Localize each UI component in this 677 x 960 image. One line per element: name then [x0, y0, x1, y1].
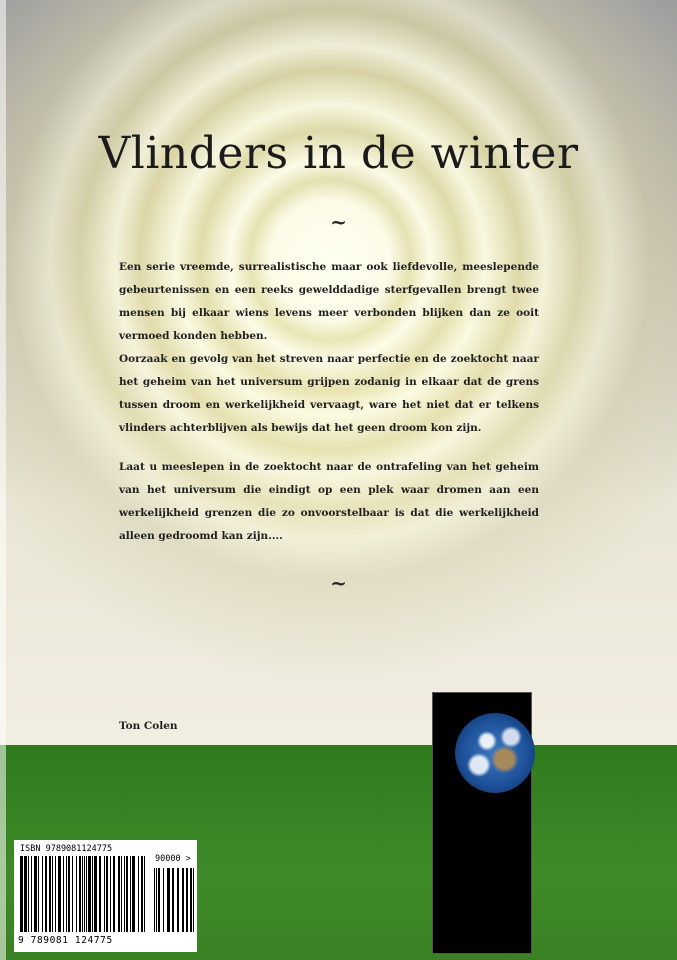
addon-barcode-icon	[154, 868, 194, 932]
author-name: Ton Colen	[119, 720, 178, 732]
blurb-paragraph-1: Een serie vreemde, surrealistische maar ook liefdevolle, meeslepende gebeurtenissen en een reeks gewelddadige sterfgevallen brengt twee mensen bij elkaar wiens levens meer verbonden blijken dan ze ooit vermoed konden hebben.	[119, 261, 539, 342]
price-addon-text: 90000 >	[155, 854, 191, 864]
separator-top: ~	[330, 210, 347, 234]
blurb-block-1	[119, 256, 539, 440]
author-photo-frame	[432, 692, 532, 954]
separator-bottom: ~	[330, 571, 347, 595]
blurb-paragraph-3: Laat u meeslepen in de zoektocht naar de ontrafeling van het geheim van het universum die eindigt op een plek waar dromen aan een werkelijkheid grenzen die zo onvoorstelbaar is dat die werkelijkheid alleen gedroomd kan zijn....	[119, 461, 539, 542]
earth-globe-icon	[455, 713, 535, 793]
barcode-label	[14, 840, 197, 952]
ean-barcode-icon	[20, 856, 145, 932]
blurb-paragraph-2: Oorzaak en gevolg van het streven naar perfectie en de zoektocht naar het geheim van het universum grijpen zodanig in elkaar dat de grens tussen droom en werkelijkheid vervaagt, ware het niet dat er telkens vlinders achterblijven als bewijs dat het geen droom kon zijn.	[119, 353, 539, 434]
book-title: Vlinders in de winter	[98, 128, 579, 179]
ean-digits: 9 789081 124775	[18, 935, 113, 946]
blurb-block-2	[119, 456, 539, 548]
isbn-text: ISBN 9789081124775	[20, 844, 113, 854]
